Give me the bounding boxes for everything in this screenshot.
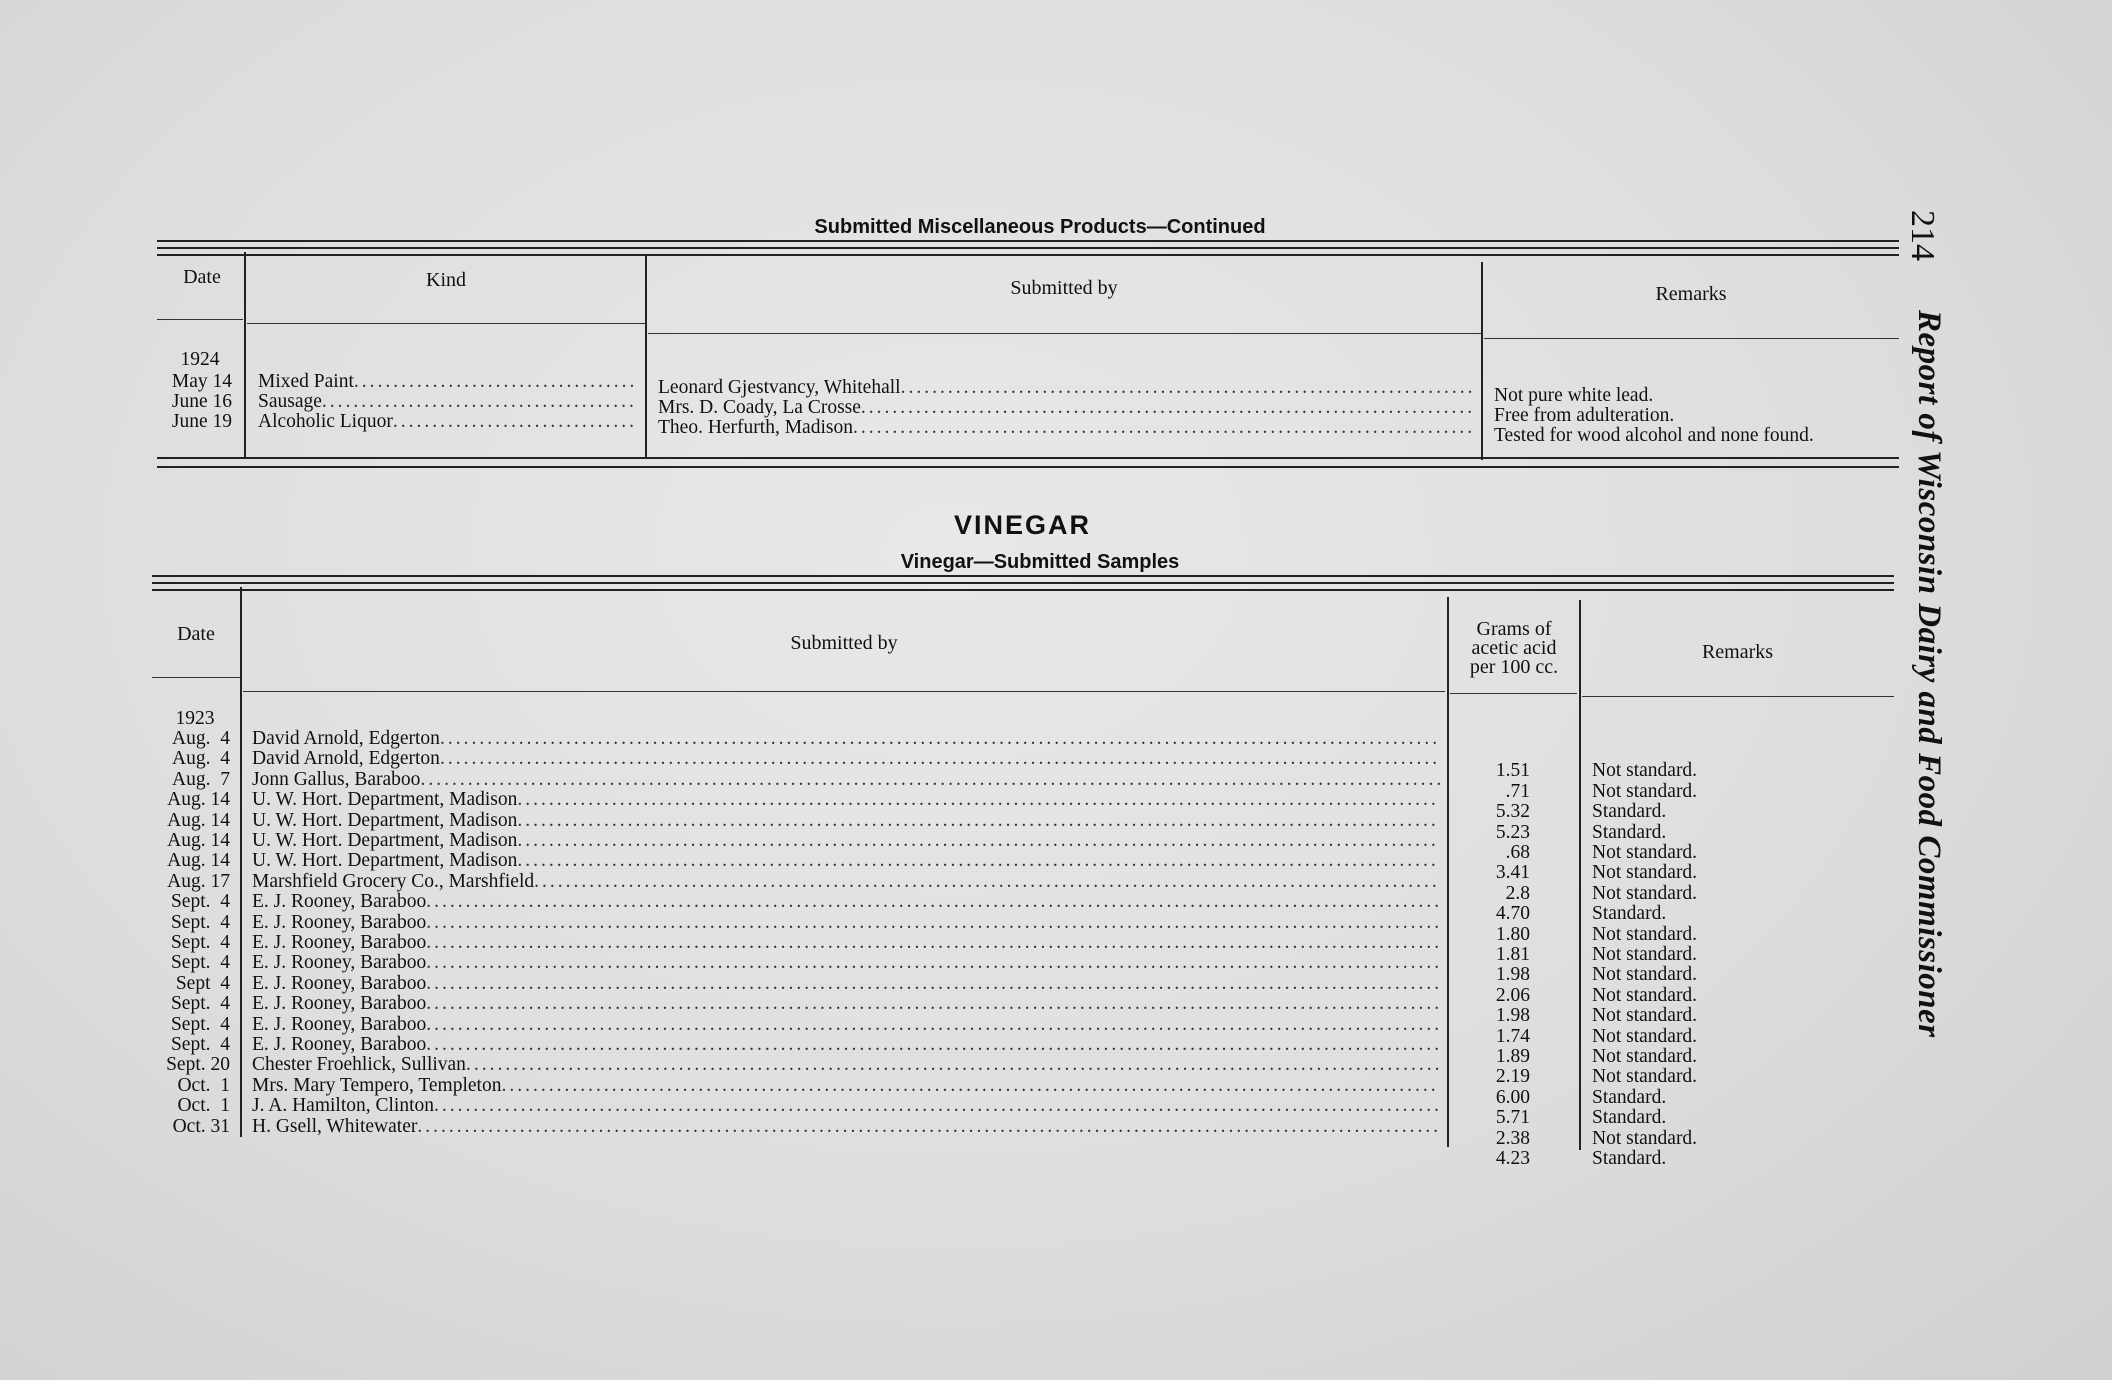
submitter-text: H. Gsell, Whitewater [252,1116,418,1137]
vinegar-year: 1923 [175,708,215,729]
row-grams: 2.38 [1495,1127,1530,1149]
dot-leader [517,790,1440,810]
grams-header-line: acetic acid [1471,637,1557,659]
submitter-text: Marshfield Grocery Co., Marshfield [252,871,535,892]
dot-leader [853,418,1474,438]
misc-table-caption: Submitted Miscellaneous Products—Continued [814,216,1266,238]
row-submitted-by [252,1117,1440,1137]
row-submitted-by [252,892,1440,912]
row-submitted-by [252,1096,1440,1116]
dot-leader [426,913,1440,933]
submitter-text: E. J. Rooney, Baraboo [252,933,427,953]
row-submitted-by [252,770,1440,790]
submitter-text: Mrs. Mary Tempero, Templeton [252,1075,502,1096]
row-submitted-by [658,418,1474,438]
row-date: May 14 [171,371,232,392]
dot-leader [426,994,1440,1014]
misc-header-submitted-by: Submitted by [1010,277,1118,299]
submitter-text: E. J. Rooney, Baraboo [252,994,427,1015]
submitter-text: Leonard Gjestvancy, Whitehall [658,378,901,398]
row-remarks: Not standard. [1592,984,1698,1006]
row-remarks: Free from adulteration. [1494,405,1675,426]
dot-leader [466,1055,1440,1075]
row-date: Aug. 17 [167,870,230,892]
vinegar-header-rule-2 [243,691,1445,692]
row-date: Sept. 20 [166,1054,230,1076]
row-remarks: Not standard. [1592,944,1698,965]
submitter-text: E. J. Rooney, Baraboo [252,973,427,994]
dot-leader [440,749,1440,769]
dot-leader [434,1096,1440,1116]
vinegar-header-date: Date [177,623,215,645]
row-submitted-by [658,378,1474,398]
dot-leader [426,1015,1440,1035]
row-remarks: Not standard. [1592,862,1698,884]
row-remarks: Not standard. [1592,760,1698,782]
running-title: Report of Wisconsin Dairy and Food Commissioner [1911,310,1947,1038]
misc-header-rule-3 [648,333,1481,334]
row-grams: 1.51 [1495,760,1530,782]
dot-leader [420,770,1440,790]
vinegar-header-remarks: Remarks [1701,641,1774,663]
misc-top-rule-3 [157,254,1899,256]
submitter-text: E. J. Rooney, Baraboo [252,1014,427,1035]
misc-header-rule-4 [1484,338,1899,339]
row-submitted-by [252,790,1440,810]
row-kind [258,412,638,432]
row-date: Sept. 4 [170,952,230,974]
row-remarks: Not pure white lead. [1494,385,1654,406]
row-date: Aug. 7 [172,768,230,790]
row-remarks: Standard. [1592,1086,1667,1108]
vinegar-header-grams [1449,620,1579,677]
row-remarks: Not standard. [1592,1066,1698,1088]
misc-header-remarks: Remarks [1655,283,1727,305]
row-submitted-by [252,749,1440,769]
row-remarks: Standard. [1592,1148,1667,1169]
row-date: Sept. 4 [170,1013,230,1035]
row-date: Aug. 14 [167,850,230,872]
row-submitted-by [252,1015,1440,1035]
row-date: Aug. 4 [172,748,230,770]
vinegar-col-sep-3 [1579,600,1581,1150]
row-submitted-by [252,953,1440,973]
row-grams: 5.23 [1495,821,1530,843]
row-submitted-by [252,811,1440,831]
row-submitted-by [252,913,1440,933]
dot-leader [393,412,638,432]
kind-text: Mixed Paint [258,372,354,392]
row-remarks: Standard. [1592,1107,1667,1129]
dot-leader [534,872,1440,892]
misc-header-rule-1 [157,319,243,320]
row-submitted-by [658,398,1474,418]
kind-text: Alcoholic Liquor [258,412,393,432]
dot-leader [354,372,638,392]
vinegar-header-rule-4 [1582,696,1894,697]
submitter-text: U. W. Hort. Department, Madison [252,810,518,831]
submitter-text: E. J. Rooney, Baraboo [252,1035,427,1055]
submitter-text: David Arnold, Edgerton [252,729,440,749]
row-remarks: Not standard. [1592,882,1698,904]
row-grams: 4.70 [1495,903,1530,925]
row-date: Sept. 4 [170,993,230,1015]
row-grams: .71 [1505,780,1530,802]
row-date: Oct. 1 [177,1095,230,1117]
submitter-text: Chester Froehlick, Sullivan [252,1055,466,1076]
dot-leader [861,398,1474,418]
running-head [1905,210,1965,1110]
row-grams: 3.41 [1495,862,1530,884]
row-remarks: Not standard. [1592,1046,1698,1067]
row-date: Sept. 4 [170,932,230,953]
row-remarks: Standard. [1592,801,1667,823]
row-submitted-by [252,1055,1440,1075]
row-remarks: Not standard. [1592,780,1698,802]
misc-header-kind: Kind [426,269,466,291]
vinegar-table-caption: Vinegar—Submitted Samples [900,551,1180,573]
row-date: June 16 [171,391,232,412]
row-grams: 2.8 [1505,882,1530,904]
row-remarks: Standard. [1592,821,1667,843]
row-submitted-by [252,1076,1440,1096]
row-submitted-by [252,933,1440,953]
row-remarks: Standard. [1592,903,1667,925]
submitter-text: U. W. Hort. Department, Madison [252,790,518,811]
dot-leader [426,933,1440,953]
dot-leader [426,953,1440,973]
row-date: Aug. 4 [172,728,230,749]
submitter-text: E. J. Rooney, Baraboo [252,892,427,913]
misc-bottom-rule-2 [157,466,1899,468]
row-submitted-by [252,994,1440,1014]
dot-leader [417,1117,1440,1137]
row-remarks: Not standard. [1592,923,1698,945]
vinegar-col-sep-2 [1447,597,1449,1147]
dot-leader [440,729,1440,749]
row-date: Aug. 14 [167,830,230,851]
row-submitted-by [252,1035,1440,1055]
misc-year: 1924 [180,349,220,370]
row-date: Sept. 4 [170,891,230,913]
vinegar-header-rule-3 [1450,693,1577,694]
row-date: Oct. 31 [172,1115,230,1137]
vinegar-header-submitted-by: Submitted by [790,632,898,654]
row-grams: 2.06 [1495,984,1530,1006]
misc-bottom-rule [157,457,1899,459]
row-date: Sept 4 [175,972,230,994]
row-grams: 1.89 [1495,1046,1530,1067]
dot-leader [517,831,1440,851]
row-remarks: Not standard. [1592,1005,1698,1027]
submitter-text: Jonn Gallus, Baraboo [252,769,421,790]
submitter-text: E. J. Rooney, Baraboo [252,912,427,933]
vinegar-header-rule-1 [152,677,240,678]
row-submitted-by [252,851,1440,871]
row-date: Oct. 1 [177,1074,230,1096]
submitter-text: U. W. Hort. Department, Madison [252,831,518,851]
row-submitted-by [252,729,1440,749]
grams-header-line: Grams of [1476,618,1552,640]
dot-leader [322,392,638,412]
misc-header-rule-2 [247,323,645,324]
dot-leader [426,1035,1440,1055]
row-grams: 1.74 [1495,1025,1530,1047]
row-remarks: Not standard. [1592,964,1698,986]
row-grams: 5.32 [1495,801,1530,823]
row-submitted-by [252,872,1440,892]
vinegar-top-rule-3 [152,589,1894,591]
vinegar-top-rule [152,575,1894,577]
row-grams: 5.71 [1495,1107,1530,1129]
dot-leader [517,851,1440,871]
section-heading: VINEGAR [954,510,1092,540]
dot-leader [901,378,1474,398]
row-grams: 6.00 [1495,1086,1530,1108]
row-grams: 1.98 [1495,1005,1530,1027]
row-submitted-by [252,831,1440,851]
row-grams: .68 [1505,842,1530,863]
dot-leader [501,1076,1440,1096]
submitter-text: J. A. Hamilton, Clinton [252,1096,435,1117]
grams-header-line: per 100 cc. [1469,656,1559,678]
page-number: 214 [1904,210,1941,261]
dot-leader [517,811,1440,831]
row-remarks: Not standard. [1592,842,1698,863]
submitter-text: David Arnold, Edgerton [252,749,440,770]
submitter-text: Mrs. D. Coady, La Crosse [658,398,861,418]
submitter-text: Theo. Herfurth, Madison [658,418,853,438]
row-grams: 1.81 [1495,944,1530,965]
kind-text: Sausage [258,392,322,412]
dot-leader [426,892,1440,912]
row-date: Aug. 14 [167,789,230,811]
misc-top-rule-2 [157,247,1899,249]
row-date: June 19 [171,411,232,432]
row-date: Sept. 4 [170,1034,230,1055]
row-submitted-by [252,974,1440,994]
row-remarks: Tested for wood alcohol and none found. [1494,425,1814,446]
row-remarks: Not standard. [1592,1025,1698,1047]
row-grams: 4.23 [1495,1148,1530,1169]
submitter-text: E. J. Rooney, Baraboo [252,953,427,974]
row-date: Sept. 4 [170,911,230,933]
submitter-text: U. W. Hort. Department, Madison [252,851,518,872]
row-date: Aug. 14 [167,809,230,831]
vinegar-top-rule-2 [152,582,1894,584]
row-remarks: Not standard. [1592,1127,1698,1149]
row-kind [258,372,638,392]
row-grams: 2.19 [1495,1066,1530,1088]
vinegar-col-sep-1 [240,587,242,1137]
row-kind [258,392,638,412]
row-grams: 1.80 [1495,923,1530,945]
misc-header-date: Date [183,266,221,288]
row-grams: 1.98 [1495,964,1530,986]
dot-leader [426,974,1440,994]
misc-top-rule [157,240,1899,242]
